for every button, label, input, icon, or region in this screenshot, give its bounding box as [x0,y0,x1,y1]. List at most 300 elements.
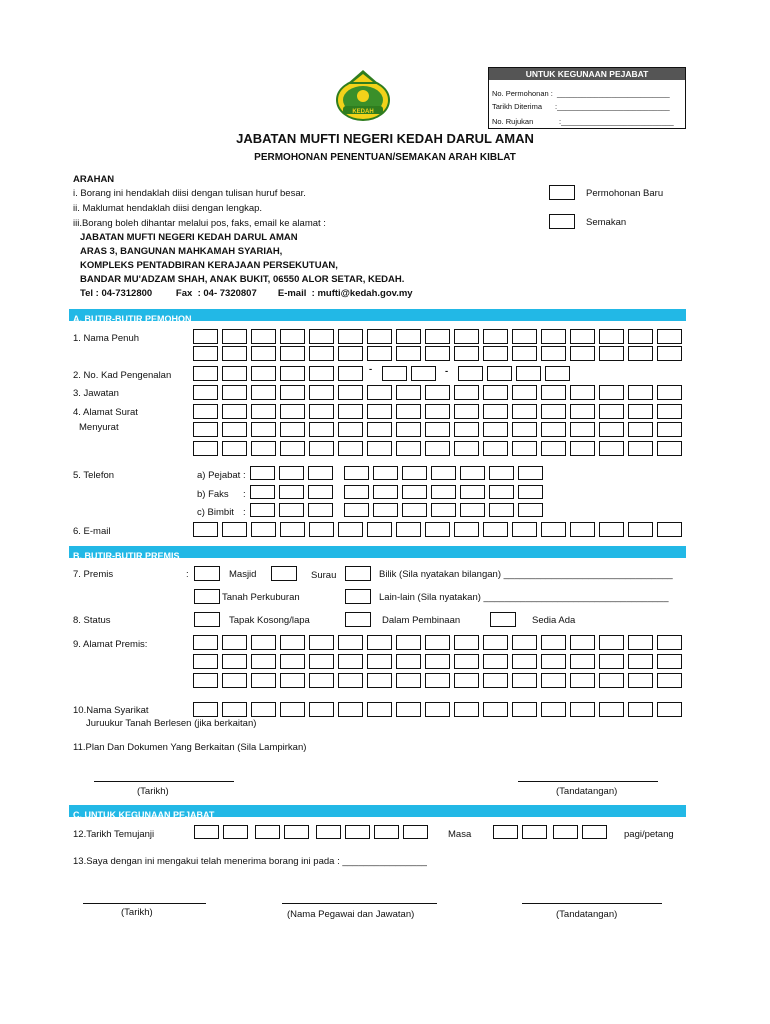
char-box[interactable] [251,366,276,381]
char-box[interactable] [338,702,363,717]
review-request-checkbox[interactable] [549,214,575,229]
char-box[interactable] [280,441,305,456]
char-box[interactable] [599,673,624,688]
char-box[interactable] [628,635,653,650]
premise-address-boxes[interactable] [193,635,686,650]
char-box[interactable] [483,522,508,537]
char-box[interactable] [193,702,218,717]
char-box[interactable] [512,635,537,650]
char-box[interactable] [308,503,333,517]
char-box[interactable] [541,346,566,361]
char-box[interactable] [483,441,508,456]
office-use-box [488,67,686,129]
char-box[interactable] [628,702,653,717]
office-line-value[interactable]: :___________________________ [559,117,674,126]
char-box[interactable] [367,441,392,456]
company-label: 10.Nama Syarikat [73,705,149,716]
char-box[interactable] [599,522,624,537]
premise-label: 7. Premis [73,569,114,580]
char-box[interactable] [279,503,304,517]
char-box[interactable] [316,825,341,839]
char-box[interactable] [222,654,247,669]
char-box[interactable] [193,404,218,419]
char-box[interactable] [599,702,624,717]
masjid-checkbox[interactable] [194,566,220,581]
char-box[interactable] [279,466,304,480]
char-box[interactable] [280,635,305,650]
char-box[interactable] [541,329,566,344]
char-box[interactable] [454,346,479,361]
company-boxes[interactable] [193,702,686,717]
char-box[interactable] [373,503,398,517]
char-box[interactable] [570,522,595,537]
char-box[interactable] [512,522,537,537]
char-box[interactable] [512,329,537,344]
char-box[interactable] [222,702,247,717]
char-box[interactable] [255,825,280,839]
time-hour-boxes[interactable] [493,825,551,839]
char-box[interactable] [309,654,334,669]
char-box[interactable] [396,702,421,717]
char-box[interactable] [309,635,334,650]
char-box[interactable] [251,673,276,688]
char-box[interactable] [599,404,624,419]
char-box[interactable] [222,441,247,456]
char-box[interactable] [309,346,334,361]
char-box[interactable] [367,702,392,717]
char-box[interactable] [425,385,450,400]
char-box[interactable] [367,635,392,650]
instruction-item: i. Borang ini hendaklah diisi dengan tulisan huruf besar. [73,188,306,199]
char-box[interactable] [483,346,508,361]
char-box[interactable] [193,422,218,437]
char-box[interactable] [657,673,682,688]
char-box[interactable] [194,825,219,839]
office-phone-boxes-a[interactable] [250,466,337,480]
char-box[interactable] [512,346,537,361]
char-box[interactable] [367,422,392,437]
acknowledgement-text[interactable]: 13.Saya dengan ini mengakui telah menerima borang ini pada : ________________ [73,856,427,867]
position-boxes[interactable] [193,385,686,400]
fax-boxes-b[interactable] [344,485,547,499]
char-box[interactable] [483,329,508,344]
char-box[interactable] [251,404,276,419]
char-box[interactable] [541,654,566,669]
char-box[interactable] [338,422,363,437]
char-box[interactable] [396,346,421,361]
char-box[interactable] [309,673,334,688]
char-box[interactable] [280,346,305,361]
char-box[interactable] [628,673,653,688]
section-c-header [69,805,686,820]
char-box[interactable] [541,635,566,650]
char-box[interactable] [454,635,479,650]
char-box[interactable] [280,404,305,419]
char-box[interactable] [454,702,479,717]
office-date-line[interactable] [83,903,206,904]
char-box[interactable] [251,441,276,456]
char-box[interactable] [541,673,566,688]
char-box[interactable] [396,329,421,344]
char-box[interactable] [628,346,653,361]
char-box[interactable] [628,385,653,400]
char-box[interactable] [425,522,450,537]
char-box[interactable] [570,673,595,688]
premise-address-boxes[interactable] [193,673,686,688]
appointment-year-boxes[interactable] [316,825,432,839]
char-box[interactable] [396,522,421,537]
char-box[interactable] [374,825,399,839]
char-box[interactable] [483,422,508,437]
char-box[interactable] [251,346,276,361]
char-box[interactable] [373,485,398,499]
char-box[interactable] [657,441,682,456]
char-box[interactable] [222,422,247,437]
char-box[interactable] [309,702,334,717]
char-box[interactable] [338,404,363,419]
char-box[interactable] [367,404,392,419]
fax-boxes-a[interactable] [250,485,337,499]
char-box[interactable] [280,522,305,537]
char-box[interactable] [512,404,537,419]
char-box[interactable] [454,422,479,437]
char-box[interactable] [251,385,276,400]
char-box[interactable] [570,329,595,344]
char-box[interactable] [222,404,247,419]
signature-caption: (Tandatangan) [556,786,618,797]
char-box[interactable] [460,503,485,517]
appointment-month-boxes[interactable] [255,825,313,839]
char-box[interactable] [431,485,456,499]
char-box[interactable] [454,441,479,456]
char-box[interactable] [308,466,333,480]
char-box[interactable] [541,522,566,537]
char-box[interactable] [279,485,304,499]
char-box[interactable] [516,366,541,381]
char-box[interactable] [425,346,450,361]
char-box[interactable] [657,702,682,717]
char-box[interactable] [338,522,363,537]
char-box[interactable] [570,654,595,669]
char-box[interactable] [570,702,595,717]
char-box[interactable] [628,441,653,456]
char-box[interactable] [628,329,653,344]
office-signature-line[interactable] [522,903,662,904]
char-box[interactable] [338,385,363,400]
address-line: JABATAN MUFTI NEGERI KEDAH DARUL AMAN [80,232,298,243]
char-box[interactable] [425,404,450,419]
char-box[interactable] [222,385,247,400]
char-box[interactable] [570,385,595,400]
char-box[interactable] [454,404,479,419]
char-box[interactable] [483,654,508,669]
char-box[interactable] [367,385,392,400]
char-box[interactable] [402,466,427,480]
char-box[interactable] [402,503,427,517]
char-box[interactable] [570,635,595,650]
char-box[interactable] [460,466,485,480]
char-box[interactable] [489,485,514,499]
char-box[interactable] [657,404,682,419]
char-box[interactable] [309,404,334,419]
email-boxes[interactable] [193,522,686,537]
char-box[interactable] [367,329,392,344]
char-box[interactable] [367,346,392,361]
char-box[interactable] [396,635,421,650]
char-box[interactable] [338,635,363,650]
char-box[interactable] [280,422,305,437]
char-box[interactable] [193,366,218,381]
char-box[interactable] [522,825,547,839]
office-line-label: No. Permohonan : [492,89,553,98]
char-box[interactable] [454,385,479,400]
office-line-value[interactable]: :___________________________ [555,102,670,111]
fax-colon: : [243,489,246,500]
new-request-checkbox[interactable] [549,185,575,200]
char-box[interactable] [599,385,624,400]
char-box[interactable] [338,346,363,361]
char-box[interactable] [483,673,508,688]
char-box[interactable] [431,466,456,480]
char-box[interactable] [512,702,537,717]
date-signature-line[interactable] [94,781,234,782]
char-box[interactable] [512,385,537,400]
char-box[interactable] [599,346,624,361]
char-box[interactable] [280,673,305,688]
room-label[interactable]: Bilik (Sila nyatakan bilangan) ________________________________ [379,569,673,580]
char-box[interactable] [222,673,247,688]
existing-checkbox[interactable] [490,612,516,627]
char-box[interactable] [367,522,392,537]
section-a-header [69,309,686,324]
char-box[interactable] [425,702,450,717]
char-box[interactable] [454,329,479,344]
char-box[interactable] [541,385,566,400]
address-boxes[interactable] [193,422,686,437]
char-box[interactable] [489,503,514,517]
char-box[interactable] [309,522,334,537]
char-box[interactable] [250,485,275,499]
char-box[interactable] [284,825,309,839]
char-box[interactable] [454,673,479,688]
char-box[interactable] [570,441,595,456]
office-line-value[interactable]: ___________________________ [557,89,670,98]
char-box[interactable] [541,702,566,717]
char-box[interactable] [251,329,276,344]
others-checkbox[interactable] [345,589,371,604]
char-box[interactable] [657,635,682,650]
char-box[interactable] [396,422,421,437]
char-box[interactable] [345,825,370,839]
char-box[interactable] [396,654,421,669]
char-box[interactable] [425,673,450,688]
address-boxes[interactable] [193,404,686,419]
char-box[interactable] [582,825,607,839]
officer-name-line[interactable] [282,903,437,904]
char-box[interactable] [545,366,570,381]
char-box[interactable] [518,485,543,499]
char-box[interactable] [193,522,218,537]
char-box[interactable] [382,366,407,381]
char-box[interactable] [454,654,479,669]
char-box[interactable] [193,441,218,456]
char-box[interactable] [657,346,682,361]
char-box[interactable] [193,329,218,344]
char-box[interactable] [657,385,682,400]
char-box[interactable] [309,329,334,344]
char-box[interactable] [518,466,543,480]
char-box[interactable] [425,441,450,456]
char-box[interactable] [483,635,508,650]
char-box[interactable] [570,422,595,437]
ic-boxes-part3[interactable] [458,366,574,381]
char-box[interactable] [344,485,369,499]
char-box[interactable] [396,441,421,456]
char-box[interactable] [483,385,508,400]
others-label[interactable]: Lain-lain (Sila nyatakan) ___________________________________ [379,592,669,603]
char-box[interactable] [396,673,421,688]
char-box[interactable] [344,466,369,480]
address-boxes[interactable] [193,441,686,456]
char-box[interactable] [280,702,305,717]
vacant-checkbox[interactable] [194,612,220,627]
appointment-day-boxes[interactable] [194,825,252,839]
char-box[interactable] [458,366,483,381]
char-box[interactable] [338,366,363,381]
char-box[interactable] [193,346,218,361]
char-box[interactable] [251,422,276,437]
building-label: Dalam Pembinaan [382,615,461,626]
char-box[interactable] [541,441,566,456]
char-box[interactable] [657,522,682,537]
full-name-label: 1. Nama Penuh [73,333,140,344]
ic-boxes-part2[interactable] [382,366,440,381]
char-box[interactable] [599,422,624,437]
applicant-signature-line[interactable] [518,781,658,782]
char-box[interactable] [250,503,275,517]
char-box[interactable] [425,329,450,344]
char-box[interactable] [657,422,682,437]
char-box[interactable] [223,825,248,839]
char-box[interactable] [628,422,653,437]
char-box[interactable] [338,673,363,688]
char-box[interactable] [309,385,334,400]
char-box[interactable] [599,654,624,669]
char-box[interactable] [222,329,247,344]
char-box[interactable] [222,346,247,361]
char-box[interactable] [396,385,421,400]
mobile-boxes-b[interactable] [344,503,547,517]
char-box[interactable] [193,654,218,669]
char-box[interactable] [367,673,392,688]
full-name-boxes[interactable] [193,329,686,344]
char-box[interactable] [309,441,334,456]
char-box[interactable] [308,485,333,499]
char-box[interactable] [483,404,508,419]
char-box[interactable] [599,441,624,456]
cemetery-checkbox[interactable] [194,589,220,604]
char-box[interactable] [373,466,398,480]
char-box[interactable] [396,404,421,419]
char-box[interactable] [599,635,624,650]
officer-caption: (Nama Pegawai dan Jawatan) [287,909,415,920]
full-name-boxes[interactable] [193,346,686,361]
char-box[interactable] [251,522,276,537]
char-box[interactable] [628,404,653,419]
char-box[interactable] [553,825,578,839]
char-box[interactable] [425,635,450,650]
char-box[interactable] [460,485,485,499]
char-box[interactable] [280,329,305,344]
char-box[interactable] [570,404,595,419]
char-box[interactable] [338,441,363,456]
char-box[interactable] [599,329,624,344]
char-box[interactable] [431,503,456,517]
char-box[interactable] [309,366,334,381]
office-phone-boxes-b[interactable] [344,466,547,480]
char-box[interactable] [512,673,537,688]
char-box[interactable] [493,825,518,839]
char-box[interactable] [454,522,479,537]
char-box[interactable] [338,329,363,344]
char-box[interactable] [280,654,305,669]
char-box[interactable] [541,422,566,437]
char-box[interactable] [628,522,653,537]
char-box[interactable] [541,404,566,419]
char-box[interactable] [570,346,595,361]
premise-address-boxes[interactable] [193,654,686,669]
char-box[interactable] [489,466,514,480]
mobile-boxes-a[interactable] [250,503,337,517]
char-box[interactable] [425,654,450,669]
char-box[interactable] [367,654,392,669]
char-box[interactable] [344,503,369,517]
char-box[interactable] [512,654,537,669]
char-box[interactable] [411,366,436,381]
char-box[interactable] [222,522,247,537]
char-box[interactable] [251,635,276,650]
char-box[interactable] [402,485,427,499]
char-box[interactable] [193,635,218,650]
surau-checkbox[interactable] [271,566,297,581]
char-box[interactable] [483,702,508,717]
char-box[interactable] [338,654,363,669]
time-minute-boxes[interactable] [553,825,611,839]
char-box[interactable] [657,329,682,344]
char-box[interactable] [403,825,428,839]
char-box[interactable] [193,673,218,688]
char-box[interactable] [512,422,537,437]
char-box[interactable] [222,366,247,381]
char-box[interactable] [628,654,653,669]
ic-boxes-part1[interactable] [193,366,367,381]
char-box[interactable] [425,422,450,437]
char-box[interactable] [487,366,512,381]
char-box[interactable] [251,654,276,669]
char-box[interactable] [280,366,305,381]
char-box[interactable] [512,441,537,456]
char-box[interactable] [657,654,682,669]
char-box[interactable] [280,385,305,400]
building-checkbox[interactable] [345,612,371,627]
char-box[interactable] [518,503,543,517]
char-box[interactable] [193,385,218,400]
char-box[interactable] [250,466,275,480]
char-box[interactable] [251,702,276,717]
char-box[interactable] [222,635,247,650]
room-checkbox[interactable] [345,566,371,581]
char-box[interactable] [309,422,334,437]
